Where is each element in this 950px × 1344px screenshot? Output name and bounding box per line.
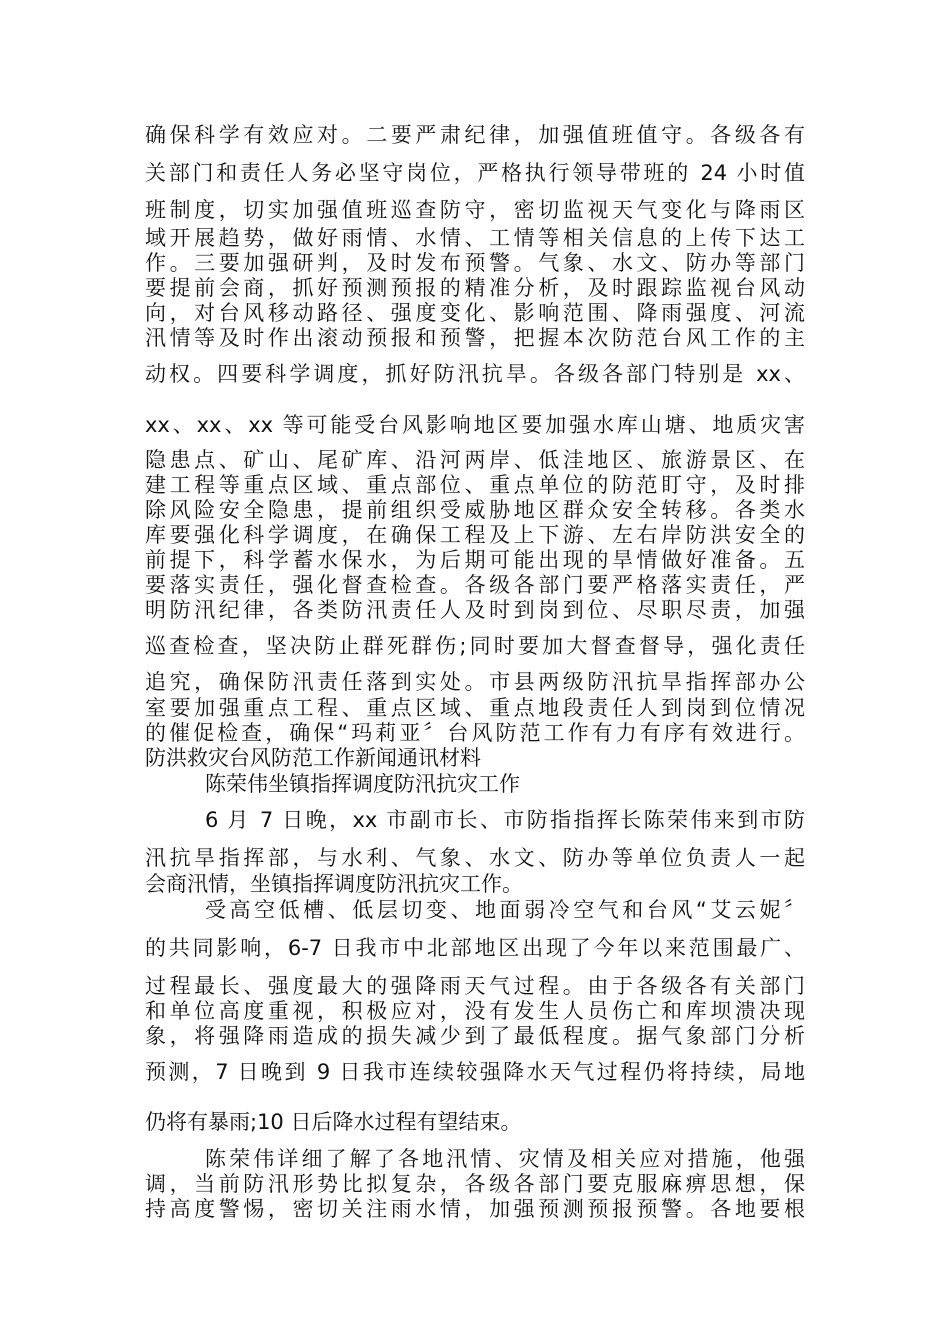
body-text-line: 明防汛纪律，各类防汛责任人及时到岗到位、尽职尽责，加强 bbox=[145, 598, 805, 622]
body-text-line: 会商汛情，坐镇指挥调度防汛抗灾工作。 bbox=[145, 872, 523, 896]
body-text-line: 的共同影响，6-7 日我市中北部地区出现了今年以来范围最广、 bbox=[145, 936, 805, 960]
body-text-line: 关部门和责任人务必坚守岗位，严格执行领导带班的 24 小时值 bbox=[145, 161, 805, 185]
body-text-line: 巡查检查，坚决防止群死群伤;同时要加大督查督导，强化责任 bbox=[145, 634, 805, 658]
body-text-line: 过程最长、强度最大的强降雨天气过程。由于各级各有关部门 bbox=[145, 974, 805, 998]
body-text-line: 要提前会商，抓好预测预报的精准分析，及时跟踪监视台风动 bbox=[145, 276, 805, 300]
body-text-line: 预测，7 日晚到 9 日我市连续较强降水天气过程仍将持续，局地 bbox=[145, 1060, 805, 1084]
article-title: 防洪救灾台风防范工作新闻通讯材料 bbox=[145, 746, 481, 770]
body-text-line: 向，对台风移动路径、强度变化、影响范围、降雨强度、河流 bbox=[145, 301, 805, 325]
body-text-line: 域开展趋势，做好雨情、水情、工情等相关信息的上传下达工 bbox=[145, 226, 805, 250]
body-text-line: 汛情等及时作出滚动预报和预警，把握本次防范台风工作的主 bbox=[145, 326, 805, 350]
body-text-line: 建工程等重点区域、重点部位、重点单位的防范盯守，及时排 bbox=[145, 473, 805, 497]
body-text-line: 6 月 7 日晚，xx 市副市长、市防指指挥长陈荣伟来到市防 bbox=[205, 808, 805, 832]
body-text-line: 受高空低槽、低层切变、地面弱冷空气和台风“艾云妮〞 bbox=[205, 898, 805, 922]
article-subtitle: 陈荣伟坐镇指挥调度防汛抗灾工作 bbox=[205, 772, 520, 796]
body-text-line: 作。三要加强研判，及时发布预警。气象、水文、防办等部门 bbox=[145, 251, 805, 275]
body-text-line: 仍将有暴雨;10 日后降水过程有望结束。 bbox=[145, 1110, 522, 1134]
body-text-line: 库要强化科学调度，在确保工程及上下游、左右岸防洪安全的 bbox=[145, 523, 805, 547]
body-text-line: 前提下，科学蓄水保水，为后期可能出现的旱情做好准备。五 bbox=[145, 548, 805, 572]
body-text-line: 除风险安全隐患，提前组织受威胁地区群众安全转移。各类水 bbox=[145, 498, 805, 522]
body-text-line: 汛抗旱指挥部，与水利、气象、水文、防办等单位负责人一起 bbox=[145, 846, 805, 870]
body-text-line: 调，当前防汛形势比拟复杂，各级各部门要克服麻痹思想，保 bbox=[145, 1172, 805, 1196]
body-text-line: 陈荣伟详细了解了各地汛情、灾情及相关应对措施，他强 bbox=[205, 1147, 805, 1171]
body-text-line: 追究，确保防汛责任落到实处。市县两级防汛抗旱指挥部办公 bbox=[145, 670, 805, 694]
body-text-line: 持高度警惕，密切关注雨水情，加强预测预报预警。各地要根 bbox=[145, 1197, 805, 1221]
body-text-line: 隐患点、矿山、尾矿库、沿河两岸、低洼地区、旅游景区、在 bbox=[145, 448, 805, 472]
body-text-line: 室要加强重点工程、重点区域、重点地段责任人到岗到位情况 bbox=[145, 696, 805, 720]
body-text-line: 要落实责任，强化督查检查。各级各部门要严格落实责任，严 bbox=[145, 573, 805, 597]
body-text-line: 和单位高度重视，积极应对，没有发生人员伤亡和库坝溃决现 bbox=[145, 999, 805, 1023]
body-text-line: 象，将强降雨造成的损失减少到了最低程度。据气象部门分析 bbox=[145, 1024, 805, 1048]
body-text-line: 确保科学有效应对。二要严肃纪律，加强值班值守。各级各有 bbox=[145, 123, 805, 147]
body-text-line: 动权。四要科学调度，抓好防汛抗旱。各级各部门特别是 xx、 bbox=[145, 362, 805, 386]
body-text-line: xx、xx、xx 等可能受台风影响地区要加强水库山塘、地质灾害 bbox=[145, 413, 805, 437]
body-text-line: 班制度，切实加强值班巡查防守，密切监视天气变化与降雨区 bbox=[145, 198, 805, 222]
body-text-line: 的催促检查，确保“玛莉亚〞台风防范工作有力有序有效进行。 bbox=[145, 721, 805, 745]
